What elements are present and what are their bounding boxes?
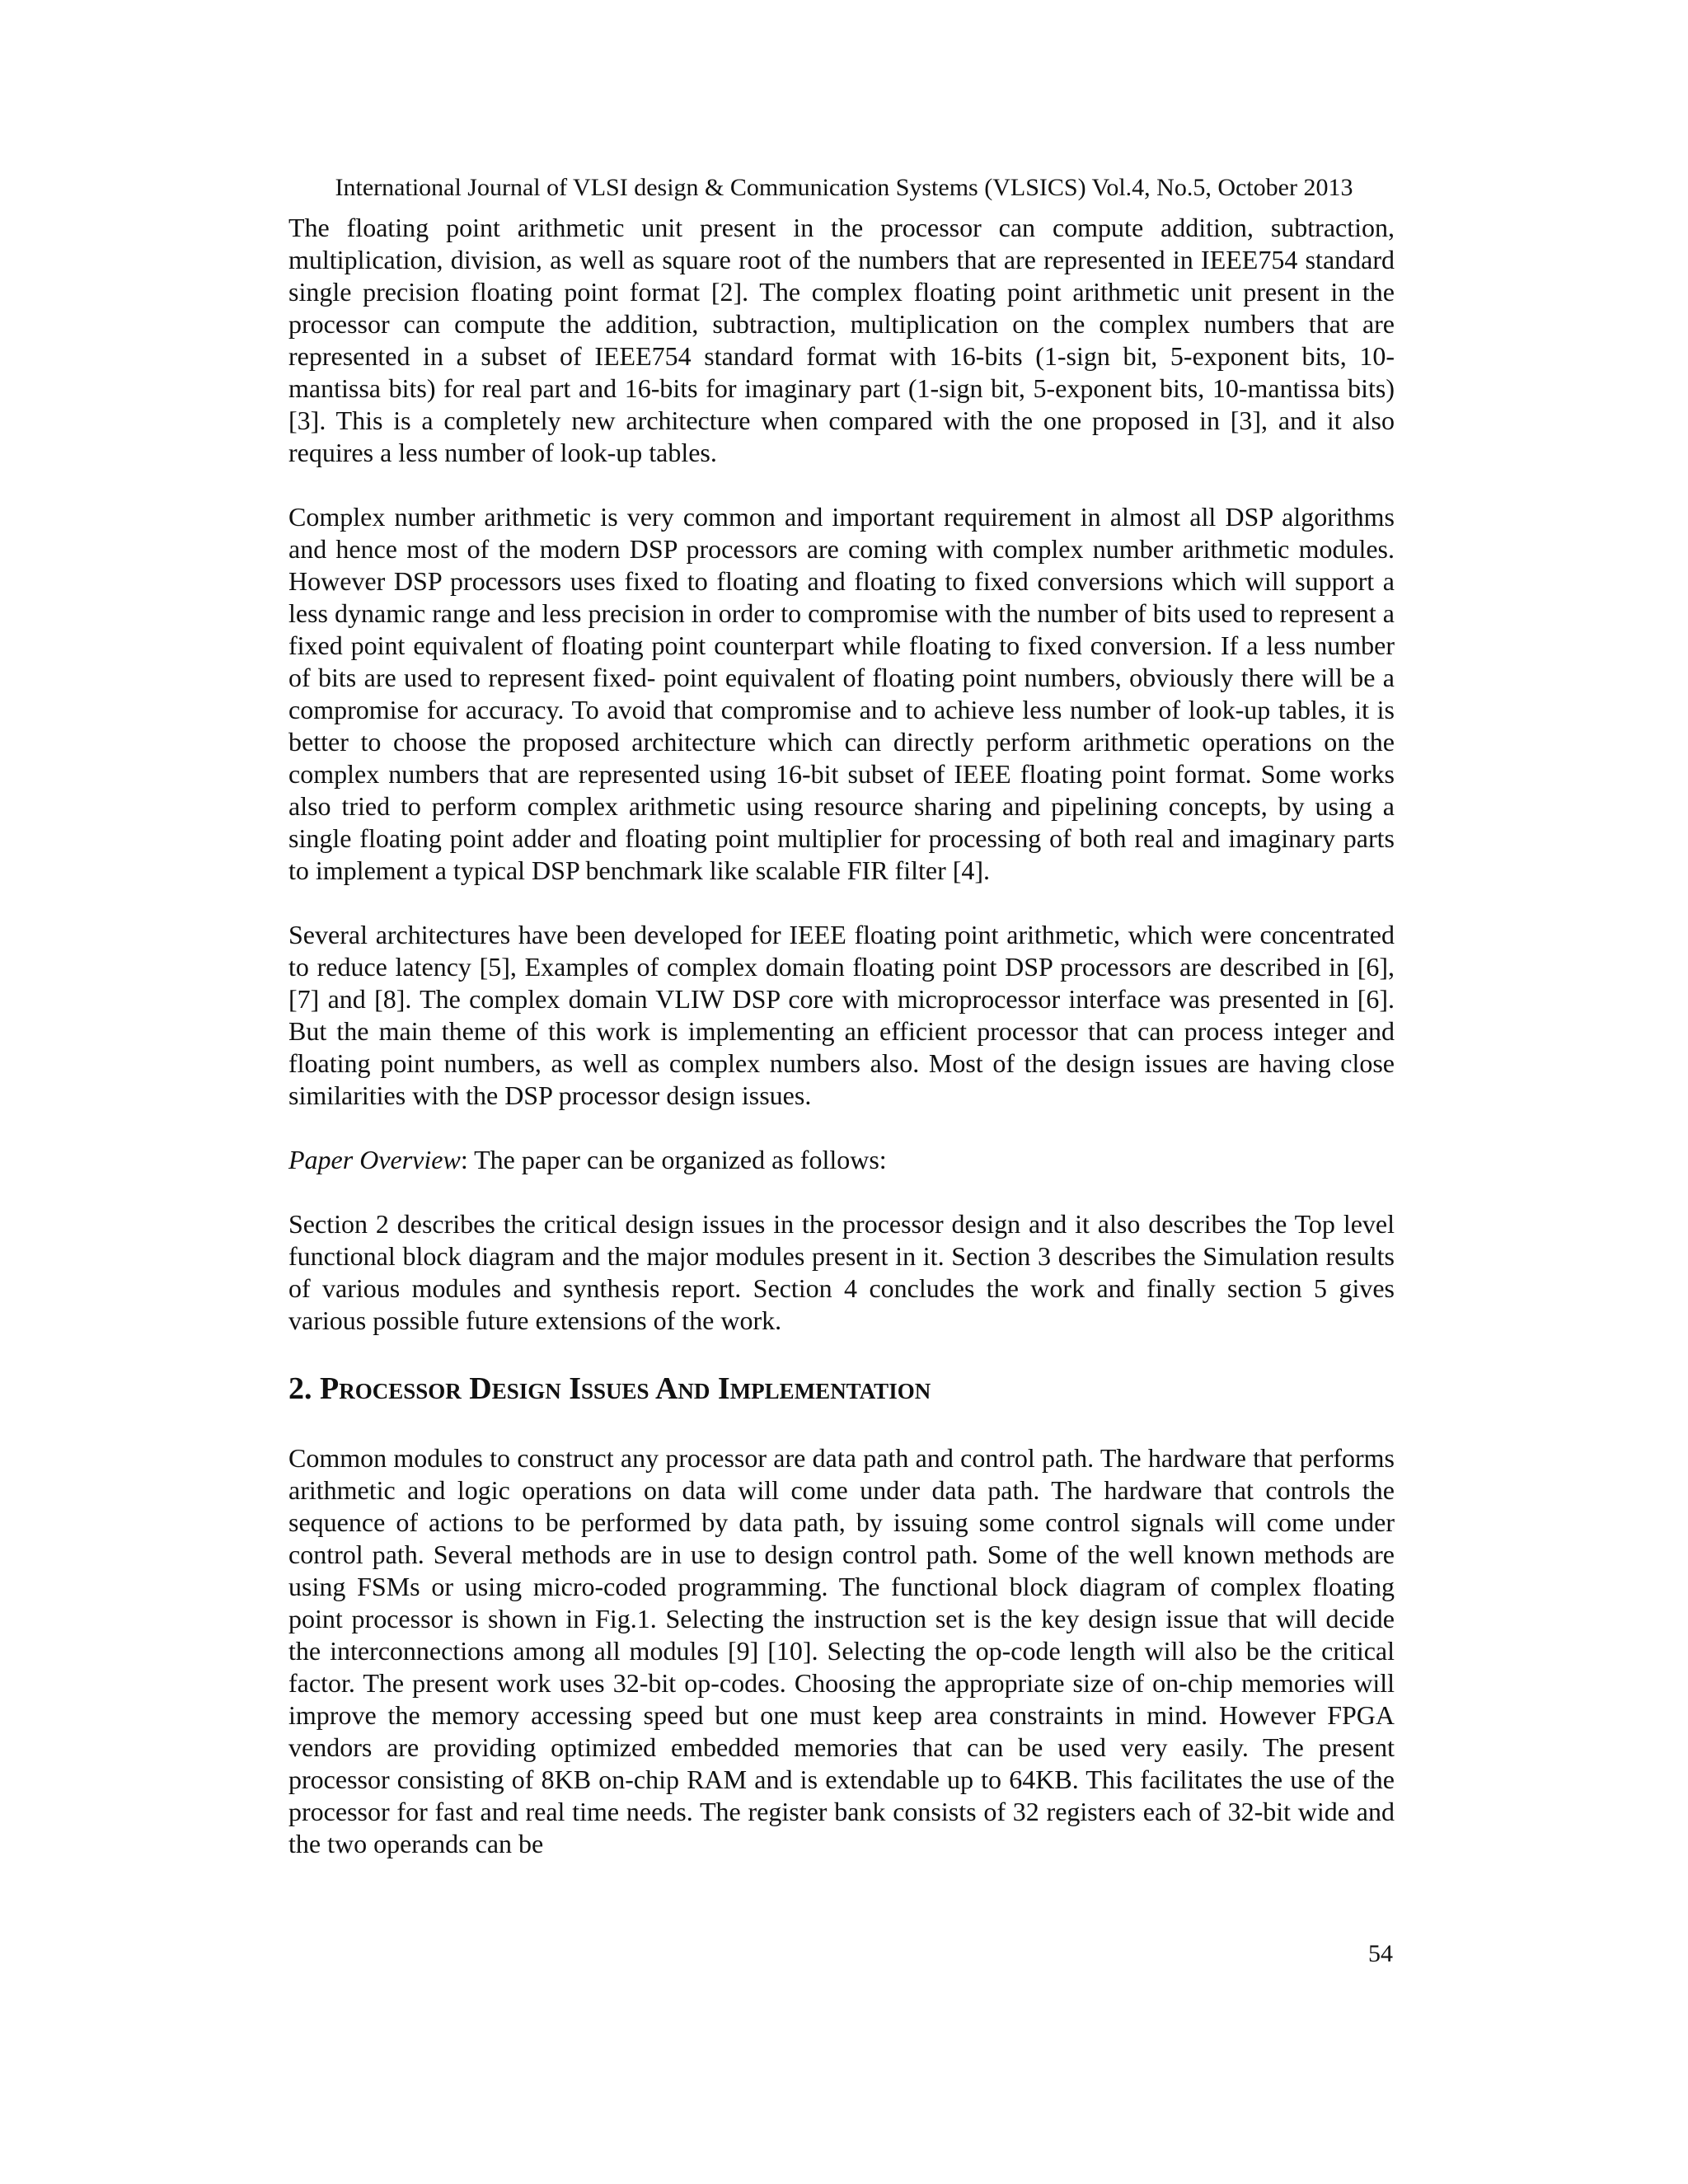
paragraph-processor-modules: Common modules to construct any processor are data path and control path. The hardware that performs arithmetic and logic operations on data will come under data path. The hardware that controls the sequence of actions to be performed by data path, by issuing some control signals will come under control path. Several methods are in use to design control path. Some of the well known methods are using FSMs or using micro-coded programming. The functional block diagram of complex floating point processor is shown in Fig.1. Selecting the instruction set is the key design issue that will decide the interconnections among all modules [9] [10]. Selecting the op-code length will also be the critical factor. The present work uses 32-bit op-codes. Choosing the appropriate size of on-chip memories will improve the memory accessing speed but one must keep area constraints in mind. However FPGA vendors are providing optimized embedded memories that can be used very easily. The present processor consisting of 8KB on-chip RAM and is extendable up to 64KB. This facilitates the use of the processor for fast and real time needs. The register bank consists of 32 registers each of 32-bit wide and the two operands can be bbox=[288, 1443, 1395, 1858]
section-title: Processor Design Issues And Implementation bbox=[320, 1371, 931, 1406]
paper-overview-label: Paper Overview bbox=[288, 1145, 461, 1174]
paragraph-complex-arithmetic: Complex number arithmetic is very common and important requirement in almost all DSP algorithms and hence most of the modern DSP processors are coming with complex number arithmetic modules. However DSP processors uses fixed to floating and floating to fixed conversions which will support a less dynamic range and less precision in order to compromise with the number of bits used to represent a fixed point equivalent of floating point counterpart while floating to fixed conversion. If a less number of bits are used to represent fixed- point equivalent of floating point numbers, obviously there will be a compromise for accuracy. To avoid that compromise and to achieve less number of look-up tables, it is better to choose the proposed architecture which can directly perform arithmetic operations on the complex numbers that are represented using 16-bit subset of IEEE floating point format. Some works also tried to perform complex arithmetic using resource sharing and pipelining concepts, by using a single floating point adder and floating point multiplier for processing of both real and imaginary parts to implement a typical DSP benchmark like scalable FIR filter [4]. bbox=[288, 502, 1395, 885]
paper-overview-text: : The paper can be organized as follows: bbox=[460, 1145, 887, 1174]
section-heading bbox=[288, 1369, 1395, 1408]
paragraph-related-architectures: Several architectures have been developed for IEEE floating point arithmetic, which were concentrated to reduce latency [5], Examples of complex domain floating point DSP processors are described in [6], [7] and [8]. The complex domain VLIW DSP core with microprocessor interface was presented in [6]. But the main theme of this work is implementing an efficient processor that can process integer and floating point numbers, as well as complex numbers also. Most of the design issues are having close similarities with the DSP processor design issues. bbox=[288, 920, 1395, 1110]
journal-header: International Journal of VLSI design & Communication Systems (VLSICS) Vol.4, No.5, October 2013 bbox=[335, 174, 1353, 201]
page-body bbox=[288, 212, 1395, 1860]
paragraph-fpu-description: The floating point arithmetic unit present in the processor can compute addition, subtraction, multiplication, division, as well as square root of the numbers that are represented in IEEE754 standard single precision floating point format [2]. The complex floating point arithmetic unit present in the processor can compute the addition, subtraction, multiplication on the complex numbers that are represented in a subset of IEEE754 standard format with 16-bits (1-sign bit, 5-exponent bits, 10-mantissa bits) for real part and 16-bits for imaginary part (1-sign bit, 5-exponent bits, 10-mantissa bits) [3]. This is a completely new architecture when compared with the one proposed in [3], and it also requires a less number of look-up tables. bbox=[288, 213, 1395, 467]
section-number: 2. bbox=[288, 1371, 320, 1406]
paragraph-section-outline: Section 2 describes the critical design issues in the processor design and it also describes the Top level functional block diagram and the major modules present in it. Section 3 describes the Simulation results of various modules and synthesis report. Section 4 concludes the work and finally section 5 gives various possible future extensions of the work. bbox=[288, 1209, 1395, 1335]
paragraph-paper-overview bbox=[288, 1144, 1395, 1176]
page-number: 54 bbox=[1368, 1940, 1393, 1967]
